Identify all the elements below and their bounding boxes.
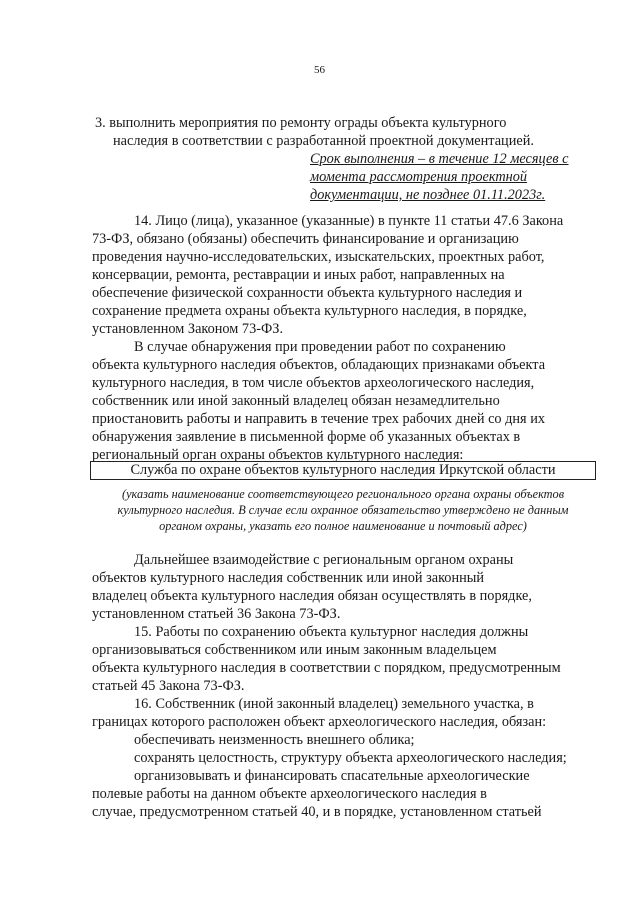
discovery-line-7: региональный орган охраны объектов культурного наследия: xyxy=(92,447,464,463)
discovery-line-3: культурного наследия, в том числе объектов археологического наследия, xyxy=(92,375,535,391)
authority-note-line-3: органом охраны, указать его полное наименование и почтовый адрес) xyxy=(159,519,527,533)
further-line-2: объектов культурного наследия собственник или иной законный xyxy=(92,570,485,586)
para14-line-3: проведения научно-исследовательских, изыскательских, проектных работ, xyxy=(92,249,545,265)
discovery-line-2: объекта культурного наследия объектов, обладающих признаками объекта xyxy=(92,357,546,373)
para16-line-5: организовывать и финансировать спасательные археологические xyxy=(134,768,530,784)
item3-line-2: наследия в соответствии с разработанной проектной документацией. xyxy=(113,133,534,149)
para14-line-5: обеспечение физической сохранности объекта культурного наследия и xyxy=(92,285,523,301)
para15-line-3: объекта культурного наследия в соответствии с порядком, предусмотренным xyxy=(92,660,561,676)
authority-note-line-2: культурного наследия. В случае если охранное обязательство утверждено не данным xyxy=(117,503,569,517)
para14-line-1: 14. Лицо (лица), указанное (указанные) в пункте 11 статьи 47.6 Закона xyxy=(134,213,564,229)
discovery-line-5: приостановить работы и направить в течение трех рабочих дней со дня их xyxy=(92,411,546,427)
para16-line-2: границах которого расположен объект археологического наследия, обязан: xyxy=(92,714,547,730)
item3-line-1: 3. выполнить мероприятия по ремонту ограды объекта культурного xyxy=(95,115,507,131)
regional-authority-field: Служба по охране объектов культурного наследия Иркутской области xyxy=(90,461,596,480)
para16-line-7: случае, предусмотренном статьей 40, и в порядке, установленном статьей xyxy=(92,804,542,820)
deadline-line-1: Срок выполнения – в течение 12 месяцев с xyxy=(310,151,569,167)
para15-line-1: 15. Работы по сохранению объекта культурног наследия должны xyxy=(134,624,529,640)
para16-line-1: 16. Собственник (иной законный владелец) земельного участка, в xyxy=(134,696,534,712)
para14-line-7: установленном Законом 73-ФЗ. xyxy=(92,321,284,337)
para14-line-4: консервации, ремонта, реставрации и иных работ, направленных на xyxy=(92,267,505,283)
para16-line-6: полевые работы на данном объекте археологического наследия в xyxy=(92,786,487,802)
deadline-line-2: момента рассмотрения проектной xyxy=(310,169,528,185)
page-number: 56 xyxy=(314,64,325,76)
further-line-1: Дальнейшее взаимодействие с региональным органом охраны xyxy=(134,552,514,568)
further-line-4: установленном статьей 36 Закона 73-ФЗ. xyxy=(92,606,341,622)
deadline-line-3: документации, не позднее 01.11.2023г. xyxy=(310,187,546,203)
authority-note-line-1: (указать наименование соответствующего регионального органа охраны объектов xyxy=(121,487,565,501)
para14-line-2: 73-ФЗ, обязано (обязаны) обеспечить финансирование и организацию xyxy=(92,231,519,247)
discovery-line-6: обнаружения заявление в письменной форме об указанных объектах в xyxy=(92,429,521,445)
para15-line-2: организовываться собственником или иным законным владельцем xyxy=(92,642,497,658)
para14-line-6: сохранение предмета охраны объекта культурного наследия, в порядке, xyxy=(92,303,527,319)
para15-line-4: статьей 45 Закона 73-ФЗ. xyxy=(92,678,245,694)
discovery-line-4: собственник или иной законный владелец обязан незамедлительно xyxy=(92,393,500,409)
para16-line-3: обеспечивать неизменность внешнего облика; xyxy=(134,732,415,748)
discovery-line-1: В случае обнаружения при проведении работ по сохранению xyxy=(134,339,506,355)
further-line-3: владелец объекта культурного наследия обязан осуществлять в порядке, xyxy=(92,588,532,604)
para16-line-4: сохранять целостность, структуру объекта археологического наследия; xyxy=(134,750,567,766)
